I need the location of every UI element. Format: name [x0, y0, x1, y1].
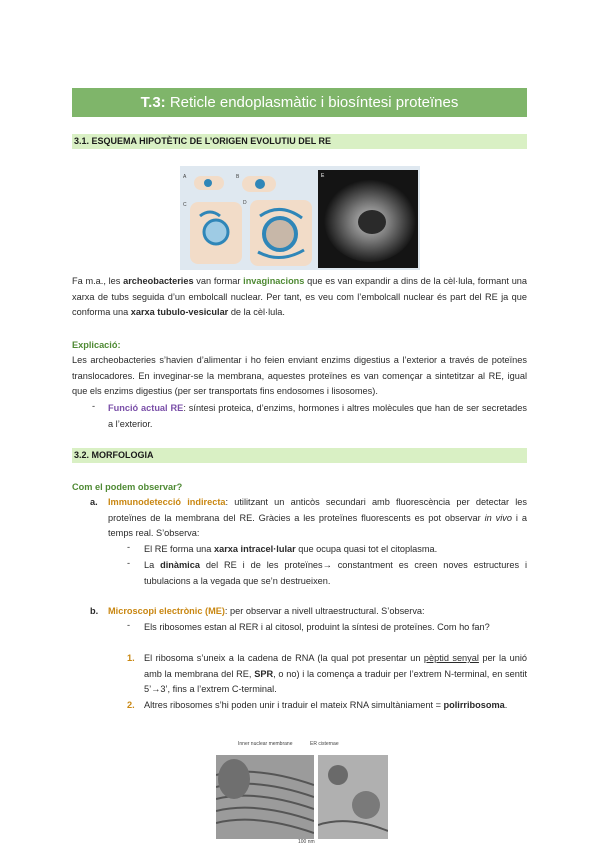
- fig2-label-top: Inner nuclear membrane: [238, 741, 293, 747]
- item-a-text1: : utilitzant un anticòs secundari amb fluorescència per detectar les proteïnes de la membrana del RE. Gràcies a les proteïnes fluorescents es pot observar: [108, 497, 527, 523]
- fig1-label-e: E: [321, 173, 325, 179]
- sub2-text: del RE i de les proteïnes→ constantment es creen noves estructures i tubulacions a la vegada que se’n destrueixen.: [144, 560, 528, 586]
- sub2-text: La: [144, 560, 161, 570]
- funcio-bullet: [108, 401, 527, 432]
- step1-text: El ribosoma s’uneix a la cadena de RNA (la qual pot presentar un: [144, 653, 424, 663]
- step1-text: , o no) i la comença a traduir per l’extrem N-terminal, en sentit 5’→3’, fins a l’extrem C-terminal.: [144, 668, 527, 694]
- intro-text: de la cèl·lula.: [228, 307, 285, 317]
- explicacio-paragraph: Les archeobacteries s’havien d’alimentar i ho feien enviant enzims digestius a l’exterior a través de poteïnes translocadores. En inveginar-se la membrana, aquestes proteïnes es van començar a sintetitzar al RE, igual que els enzims digestius (per ser transportats fins endosomes i lisosomes).: [72, 355, 527, 396]
- step-2-text: [144, 698, 527, 714]
- item-a-text: [108, 495, 527, 542]
- intro-invaginacions: invaginacions: [243, 276, 305, 286]
- bullet-dash: -: [127, 542, 131, 552]
- immunodeteccio-label: Immunodetecció indirecta: [108, 497, 226, 507]
- step1-text: per la unió amb la membrana del RE,: [144, 653, 527, 679]
- page-title: [72, 88, 527, 117]
- item-a-sub1: [144, 542, 527, 558]
- intro-text: Fa m.a., les: [72, 276, 124, 286]
- step-2-marker: 2.: [127, 700, 135, 710]
- item-a-sub2: [144, 558, 527, 589]
- step-1-text: [144, 651, 527, 698]
- item-b-sub1: Els ribosomes estan al RER i al citosol, produint la síntesi de proteïnes. Com ho fan?: [144, 622, 490, 632]
- em-image-left: [216, 755, 314, 839]
- intro-text: van formar: [193, 276, 244, 286]
- fig1-label-c: C: [183, 202, 187, 208]
- step2-text: Altres ribosomes s’hi poden unir i traduir el mateix RNA simultàniament =: [144, 700, 444, 710]
- spr: SPR: [254, 668, 274, 679]
- fig1-label-b: B: [236, 174, 240, 180]
- section-heading-3-1: 3.1. ESQUEMA HIPOTÈTIC DE L’ORIGEN EVOLUTIU DEL RE: [72, 134, 527, 149]
- er-diagram-shapes: [180, 166, 318, 270]
- in-vivo: in vivo: [484, 512, 513, 523]
- title-number: T.3:: [140, 94, 166, 111]
- item-a-text2: i a temps real. S’observa:: [108, 512, 528, 538]
- step2-text: .: [504, 700, 508, 710]
- sub1-text: que ocupa quasi tot el citoplasma.: [295, 544, 438, 554]
- em-image-right: [318, 755, 388, 839]
- intro-paragraph: [72, 274, 527, 321]
- section-heading-3-2: 3.2. MORFOLOGIA: [72, 448, 527, 463]
- observar-question: Com el podem observar?: [72, 482, 183, 492]
- item-b-text1: : per observar a nivell ultraestructural. S’observa:: [224, 606, 425, 616]
- item-a-marker: a.: [90, 497, 98, 507]
- intro-text: que es van expandir a dins de la cèl·lula, formant una xarxa de tubs seguida d’un embolcall nuclear. Per tant, es veu com l’embolcall nuclear és part del RE ja que conforma una: [72, 276, 528, 317]
- fig1-label-a: A: [183, 174, 187, 180]
- polirribosoma: polirribosoma: [443, 700, 505, 710]
- sub2-bold: dinàmica: [160, 560, 200, 570]
- title-text: Reticle endoplasmàtic i biosíntesi proteïnes: [165, 94, 459, 111]
- peptid-senyal: pèptid senyal: [423, 653, 479, 663]
- intro-archeobacteries: archeobacteries: [123, 276, 194, 286]
- bullet-dash: -: [127, 620, 131, 630]
- bullet-dash: -: [127, 558, 131, 568]
- fluorescence-micrograph: [318, 170, 418, 268]
- step-1-marker: 1.: [127, 653, 135, 663]
- item-b-text: [108, 604, 527, 620]
- fig2-label-top2: ER cisternae: [310, 741, 339, 747]
- sub1-text: El RE forma una: [144, 544, 214, 554]
- microscopi-label: Microscopi electrònic (ME): [108, 606, 225, 616]
- intro-xarxa: xarxa tubulo-vesicular: [130, 307, 229, 317]
- fig1-label-d: D: [243, 200, 247, 206]
- bullet-dash: -: [92, 401, 96, 411]
- funcio-label: Funció actual RE: [108, 403, 184, 413]
- fig2-scale: 100 nm: [298, 839, 315, 845]
- explicacio-label: Explicació:: [72, 340, 121, 350]
- figure-er-micrograph: [214, 741, 390, 845]
- figure-er-origin: [180, 166, 420, 270]
- sub1-bold: xarxa intracel·lular: [213, 544, 296, 554]
- funcio-text: : síntesi proteica, d’enzims, hormones i altres molècules que han de ser secretades a l’exterior.: [108, 403, 527, 429]
- item-b-marker: b.: [90, 606, 99, 616]
